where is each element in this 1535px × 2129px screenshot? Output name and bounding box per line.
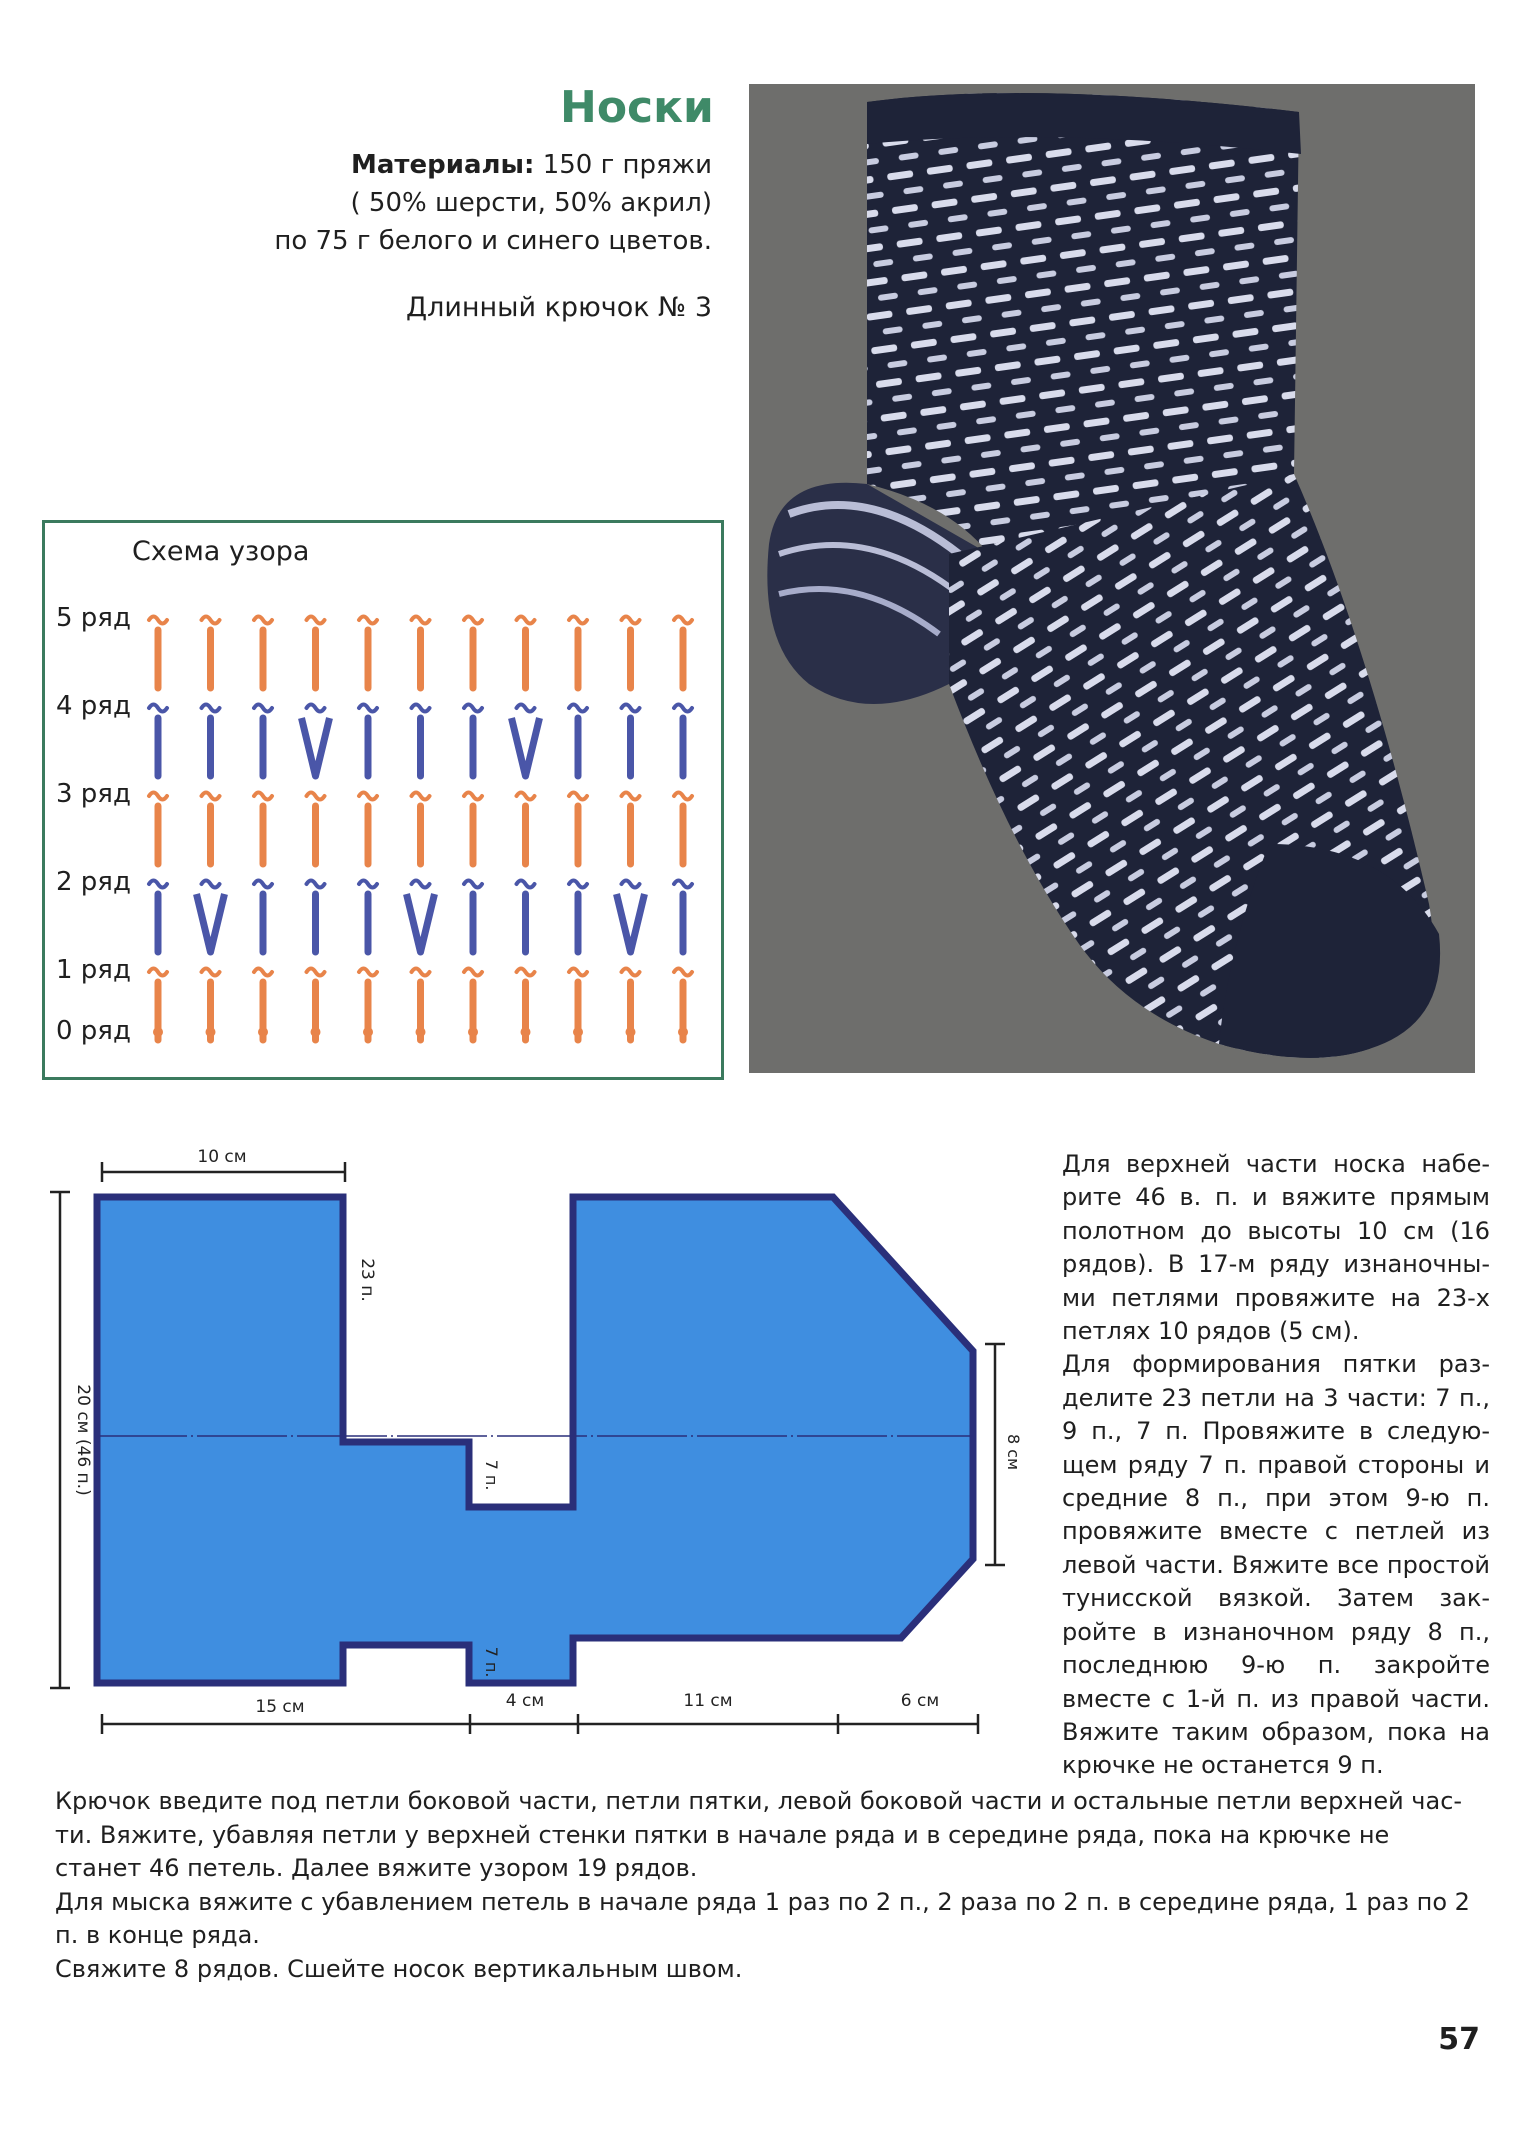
stitch-tilde [307,705,325,712]
stitch-tilde [517,793,535,800]
stitch-tilde [674,705,692,712]
stitch-tilde [464,705,482,712]
instructions-bottom-p1: Крючок введите под петли боковой части, петли пятки, левой боковой части и остальные петли верхней час-ти. Вяжите, убавляя петли у верхней стенки пятки в начале ряда и в середине ряда, пока на крючке не станет 46 петель. Далее вяжите узором 19 рядов. [55,1787,1463,1882]
materials-line1: 150 г пряжи [542,150,712,180]
stitch-tilde [412,793,430,800]
stitch-tilde [622,705,640,712]
stitch-tilde [569,969,587,976]
row-label-4: 4 ряд [56,691,131,721]
stitch-tilde [307,793,325,800]
sock-photo [749,84,1475,1073]
stitch-tilde [569,793,587,800]
stitch-tilde [202,881,220,888]
stitch-tilde [254,705,272,712]
stitch-tilde [674,881,692,888]
pattern-diagram [40,1140,1040,1760]
instructions-bottom [55,1785,1475,1986]
stitch-tilde [674,969,692,976]
stitch-tilde [149,705,167,712]
instructions-right-p1: Для верхней части носка набе-рите 46 в. п. и вяжите прямым полотном до высоты 10 см (16 рядов). В 17-м ряду изнаночны-ми петлями провяжите на 23-х петлях 10 рядов (5 см). [1062,1150,1490,1346]
materials-line2: ( 50% шерсти, 50% акрил) [350,188,712,218]
stitch-tilde [517,705,535,712]
instructions-right-p2: Для формирования пятки раз-делите 23 петли на 3 части: 7 п., 9 п., 7 п. Провяжите в следую-щем ряду 7 п. правой стороны и средние 8 п., при этом 9-ю п. провяжите вместе с петлей из левой части. Вяжите все простой тунисской вязкой. Затем зак-ройте в изнаночном ряду 8 п., последнюю 9-ю п. закройте вместе с 1-й п. из правой части. Вяжите таким образом, пока на крючке не останется 9 п. [1062,1350,1490,1780]
page-number: 57 [1438,2022,1480,2057]
stitch-tilde [412,705,430,712]
stitch-tilde [622,881,640,888]
stitch-tilde [569,705,587,712]
stitch-dot [363,1027,373,1037]
stitch-chart [130,580,710,1060]
instructions-bottom-p2: Для мыска вяжите с убавлением петель в начале ряда 1 раз по 2 п., 2 раза по 2 п. в середине ряда, 1 раз по 2 п. в конце ряда. [55,1887,1470,1949]
stitch-tilde [307,969,325,976]
stitch-tilde [359,881,377,888]
stitch-tilde [464,969,482,976]
dim-left: 20 см (46 п.) [73,1384,93,1496]
dim-b2: 4 см [505,1691,545,1711]
dim-notch-7b: 7 п. [482,1646,501,1678]
stitch-tilde [359,793,377,800]
stitch-tilde [517,881,535,888]
row-label-2: 2 ряд [56,867,131,897]
page-title: Носки [560,82,714,133]
stitch-tilde [464,793,482,800]
stitch-tilde [517,617,535,624]
row-label-5: 5 ряд [56,603,131,633]
stitch-tilde [202,617,220,624]
stitch-tilde [307,617,325,624]
stitch-tilde [254,969,272,976]
stitch-tilde [412,969,430,976]
instructions-right [1062,1148,1490,1783]
stitch-tilde [464,617,482,624]
scheme-title: Схема узора [132,536,310,567]
stitch-tilde [569,617,587,624]
stitch-tilde [359,617,377,624]
instructions-bottom-p3: Свяжите 8 рядов. Сшейте носок вертикальным швом. [55,1954,743,1983]
dim-right: 8 см [1004,1433,1023,1471]
materials-line3: по 75 г белого и синего цветов. [274,226,712,256]
stitch-v [197,894,225,952]
stitch-dot [416,1027,426,1037]
stitch-dot [153,1027,163,1037]
stitch-dot [206,1027,216,1037]
stitch-tilde [412,617,430,624]
dim-b4: 6 см [900,1691,940,1711]
stitch-tilde [569,881,587,888]
stitch-dot [626,1027,636,1037]
stitch-tilde [674,617,692,624]
stitch-tilde [149,969,167,976]
stitch-tilde [622,617,640,624]
materials-label: Материалы: [351,150,535,180]
stitch-tilde [149,881,167,888]
stitch-tilde [674,793,692,800]
row-label-0: 0 ряд [56,1016,131,1046]
stitch-tilde [254,881,272,888]
materials-block [240,146,712,260]
row-label-3: 3 ряд [56,779,131,809]
stitch-tilde [622,969,640,976]
stitch-dot [678,1027,688,1037]
dim-b3: 11 см [683,1691,733,1711]
stitch-v [407,894,435,952]
stitch-dot [311,1027,321,1037]
stitch-v [512,718,540,776]
dim-top: 10 см [197,1147,247,1167]
stitch-dot [521,1027,531,1037]
dim-notch-7a: 7 п. [482,1459,501,1491]
stitch-tilde [149,793,167,800]
stitch-tilde [307,881,325,888]
stitch-tilde [412,881,430,888]
hook-info: Длинный крючок № 3 [405,292,712,323]
dim-b1: 15 см [255,1697,305,1717]
row-label-1: 1 ряд [56,955,131,985]
stitch-tilde [517,969,535,976]
stitch-dot [573,1027,583,1037]
stitch-tilde [359,705,377,712]
stitch-dot [258,1027,268,1037]
stitch-tilde [202,969,220,976]
stitch-dot [468,1027,478,1037]
stitch-tilde [254,793,272,800]
stitch-tilde [359,969,377,976]
stitch-v [617,894,645,952]
stitch-v [302,718,330,776]
stitch-tilde [149,617,167,624]
stitch-tilde [254,617,272,624]
dim-notch-top: 23 п. [357,1258,377,1302]
stitch-tilde [202,705,220,712]
stitch-tilde [202,793,220,800]
stitch-tilde [622,793,640,800]
stitch-tilde [464,881,482,888]
